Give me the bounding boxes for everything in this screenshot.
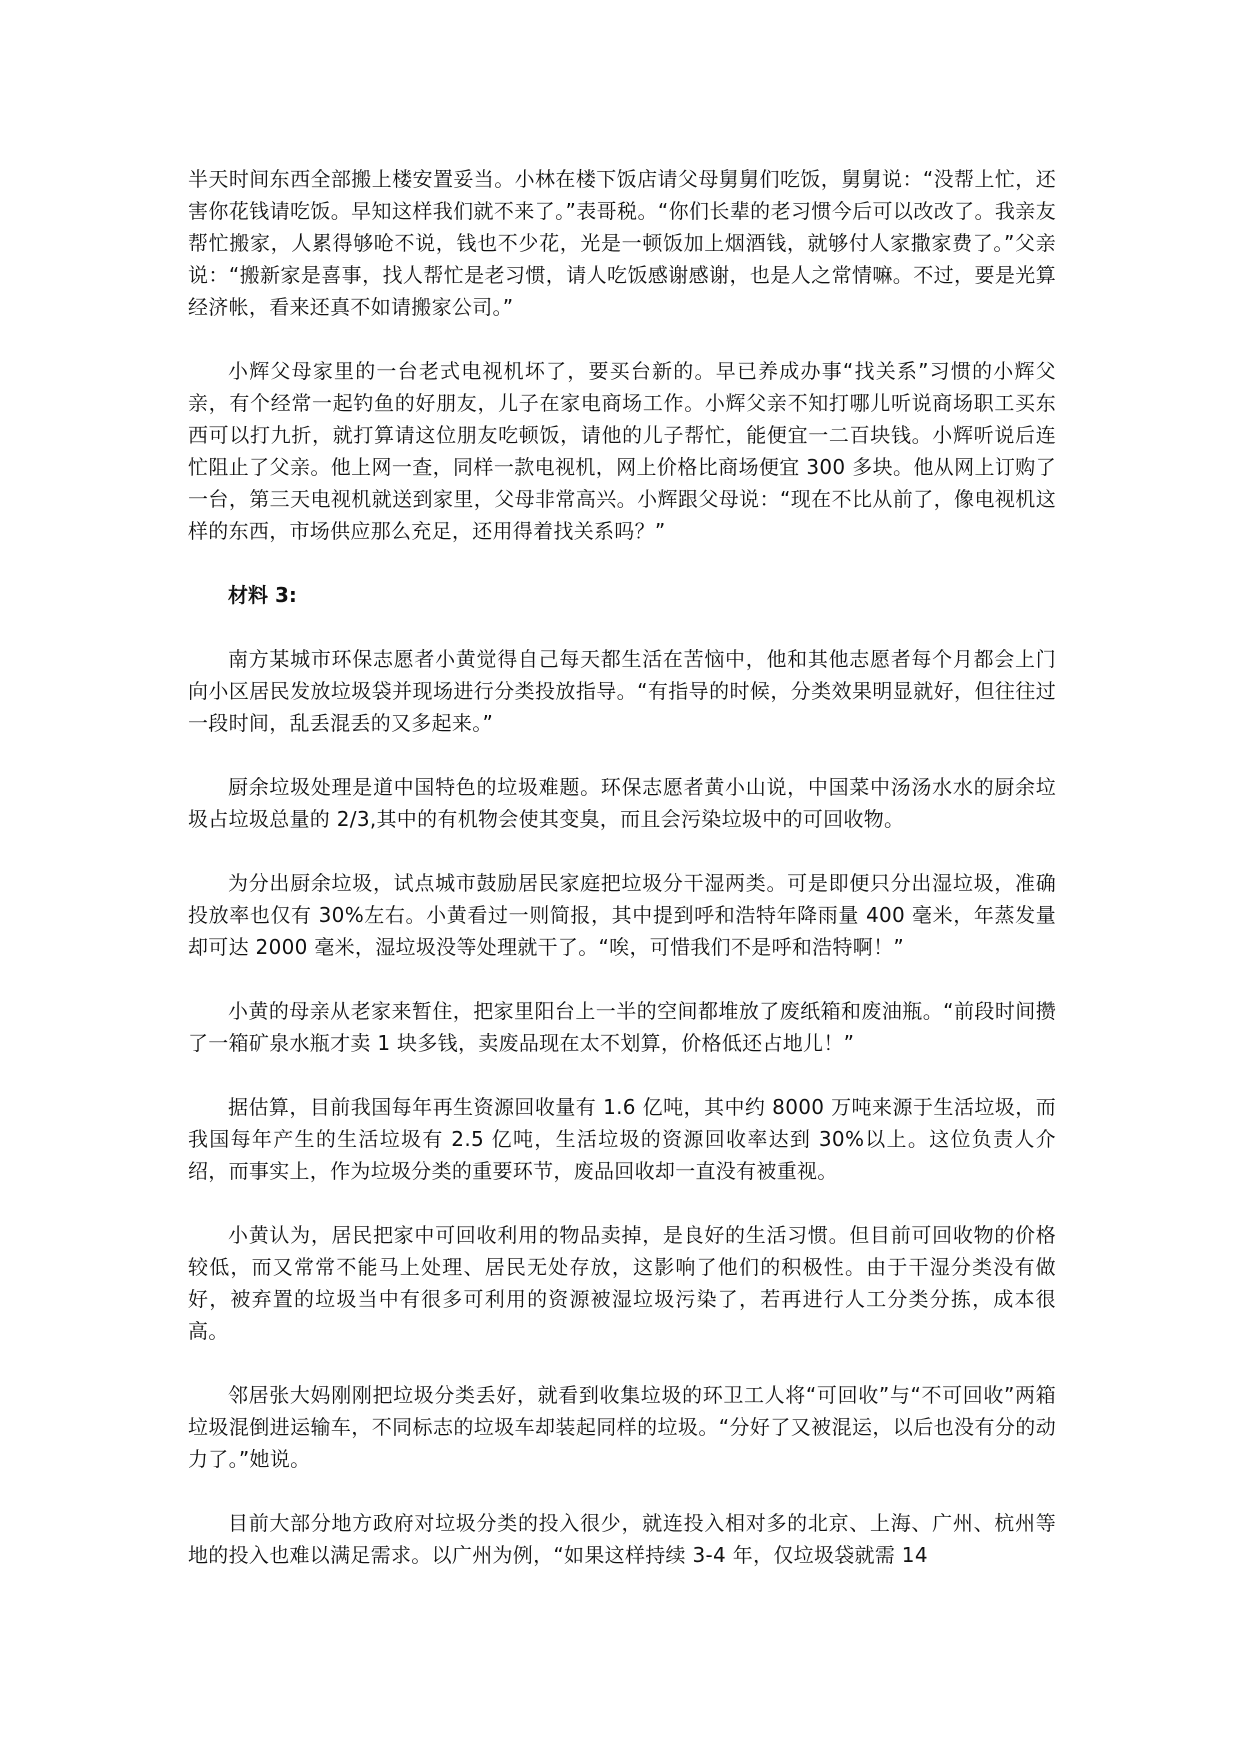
paragraph-mother: 小黄的母亲从老家来暂住，把家里阳台上一半的空间都堆放了废纸箱和废油瓶。“前段时间攒了一箱矿泉水瓶才卖 1 块多钱，卖废品现在太不划算，价格低还占地儿！” — [188, 999, 1056, 1055]
paragraph-recyclables: 小黄认为，居民把家中可回收利用的物品卖掉，是良好的生活习惯。但目前可回收物的价格较低，而又常常不能马上处理、居民无处存放，这影响了他们的积极性。由于干湿分类没有做好，被弃置的垃圾当中有很多可利用的资源被湿垃圾污染了，若再进行人工分类分拣，成本很高。 — [188, 1223, 1056, 1343]
paragraph-gap — [188, 835, 1056, 867]
paragraph-gap — [188, 611, 1056, 643]
paragraph-gap — [188, 547, 1056, 579]
paragraph-estimate: 据估算，目前我国每年再生资源回收量有 1.6 亿吨，其中约 8000 万吨来源于生活垃圾，而我国每年产生的生活垃圾有 2.5 亿吨，生活垃圾的资源回收率达到 30%以上。这位负责人介绍，而事实上，作为垃圾分类的重要环节，废品回收却一直没有被重视。 — [188, 1095, 1056, 1183]
paragraph-gap — [188, 1475, 1056, 1507]
paragraph-gap — [188, 1187, 1056, 1219]
document-page — [188, 163, 1056, 1571]
paragraph-dry-wet: 为分出厨余垃圾，试点城市鼓励居民家庭把垃圾分干湿两类。可是即便只分出湿垃圾，准确投放率也仅有 30%左右。小黄看过一则简报，其中提到呼和浩特年降雨量 400 毫米，年蒸发量却可达 2000 毫米，湿垃圾没等处理就干了。“唉，可惜我们不是呼和浩特啊！” — [188, 871, 1056, 959]
paragraph-gap — [188, 1347, 1056, 1379]
paragraph-tv-purchase: 小辉父母家里的一台老式电视机坏了，要买台新的。早已养成办事“找关系”习惯的小辉父亲，有个经常一起钓鱼的好朋友，儿子在家电商场工作。小辉父亲不知打哪儿听说商场职工买东西可以打九折，就打算请这位朋友吃顿饭，请他的儿子帮忙，能便宜一二百块钱。小辉听说后连忙阻止了父亲。他上网一查，同样一款电视机，网上价格比商场便宜 300 多块。他从网上订购了一台，第三天电视机就送到家里，父母非常高兴。小辉跟父母说：“现在不比从前了，像电视机这样的东西，市场供应那么充足，还用得着找关系吗？” — [188, 359, 1056, 543]
paragraph-gap — [188, 963, 1056, 995]
paragraph-volunteer: 南方某城市环保志愿者小黄觉得自己每天都生活在苦恼中，他和其他志愿者每个月都会上门向小区居民发放垃圾袋并现场进行分类投放指导。“有指导的时候，分类效果明显就好，但往往过一段时间，乱丢混丢的又多起来。” — [188, 647, 1056, 735]
paragraph-gap — [188, 1059, 1056, 1091]
paragraph-kitchen-waste: 厨余垃圾处理是道中国特色的垃圾难题。环保志愿者黄小山说，中国菜中汤汤水水的厨余垃圾占垃圾总量的 2/3,其中的有机物会使其变臭，而且会污染垃圾中的可回收物。 — [188, 775, 1056, 831]
paragraph-gap — [188, 323, 1056, 355]
paragraph-neighbor: 邻居张大妈刚刚把垃圾分类丢好，就看到收集垃圾的环卫工人将“可回收”与“不可回收”两箱垃圾混倒进运输车，不同标志的垃圾车却装起同样的垃圾。“分好了又被混运，以后也没有分的动力了。”她说。 — [188, 1383, 1056, 1471]
paragraph-government: 目前大部分地方政府对垃圾分类的投入很少，就连投入相对多的北京、上海、广州、杭州等地的投入也难以满足需求。以广州为例，“如果这样持续 3-4 年，仅垃圾袋就需 14 — [188, 1511, 1056, 1567]
paragraph-gap — [188, 739, 1056, 771]
paragraph-moving-dinner: 半天时间东西全部搬上楼安置妥当。小林在楼下饭店请父母舅舅们吃饭，舅舅说：“没帮上忙，还害你花钱请吃饭。早知这样我们就不来了。”表哥税。“你们长辈的老习惯今后可以改改了。我亲友帮忙搬家，人累得够呛不说，钱也不少花，光是一顿饭加上烟酒钱，就够付人家撒家费了。”父亲说：“搬新家是喜事，找人帮忙是老习惯，请人吃饭感谢感谢，也是人之常情嘛。不过，要是光算经济帐，看来还真不如请搬家公司。” — [188, 167, 1056, 319]
section-heading-material-3: 材料 3: — [228, 583, 297, 607]
